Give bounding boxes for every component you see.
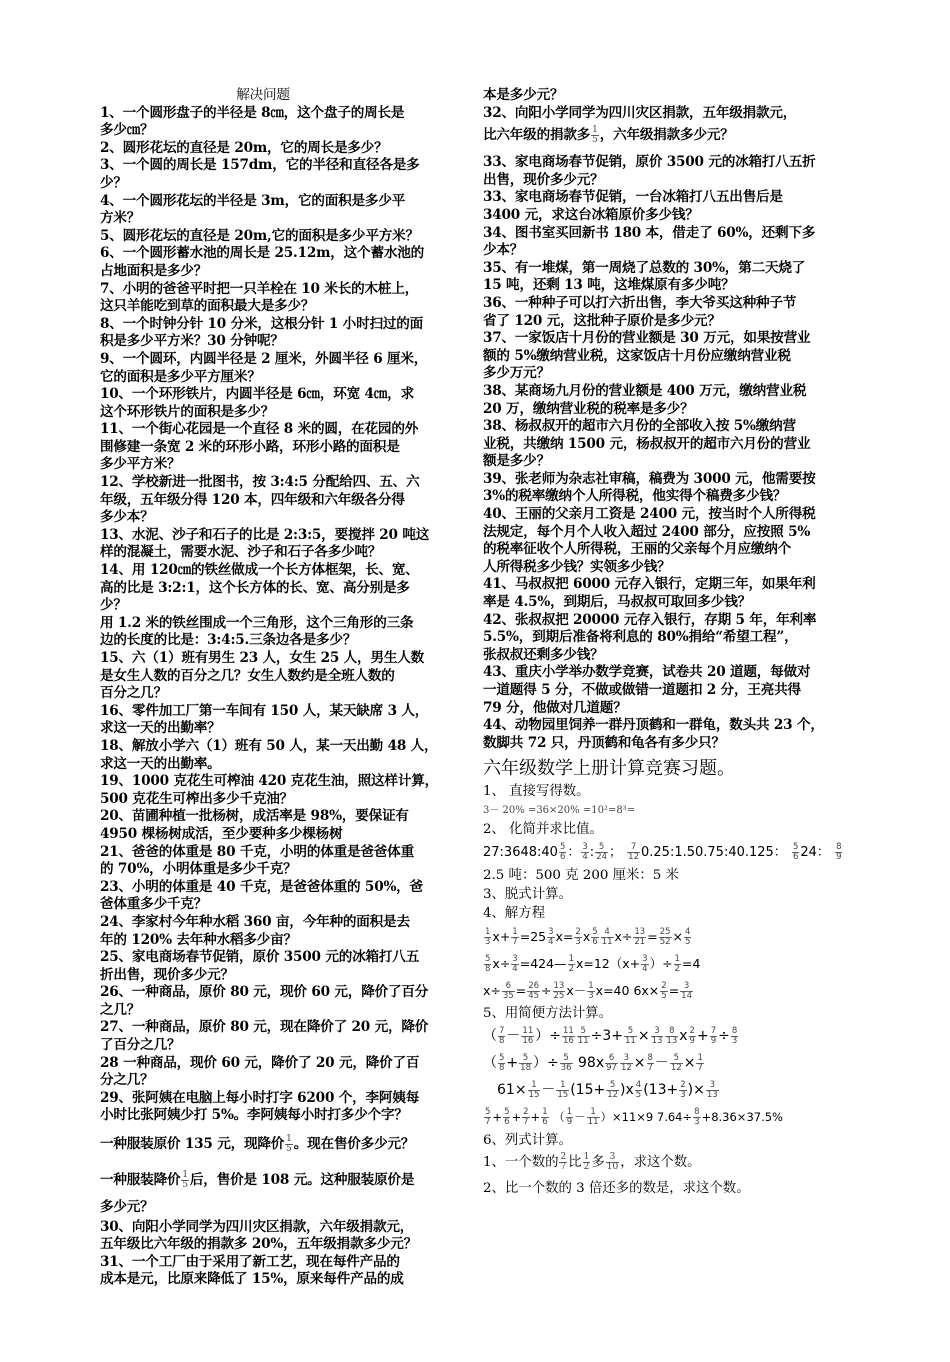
question-line: 37、一家饭店十月份的营业额是 30 万元，如果按营业 <box>483 330 811 347</box>
question-line: 20、苗圃种植一批杨树，成活率是 98%，要保证有 <box>100 808 409 825</box>
question-line: 业税，共缴纳 1500 元，杨叔叔开的超市六月份的营业 <box>483 435 811 452</box>
question-line: 500 克花生可榨出多少千克油？ <box>100 790 294 807</box>
question-line: 15 吨，还剩 13 吨，这堆煤原有多少吨？ <box>483 277 735 294</box>
question-line: 25、家电商场春节促销，原价 3500 元的冰箱打八五 <box>100 949 420 966</box>
question-line: 张叔叔还剩多少钱？ <box>483 646 604 663</box>
question-line: 24、李家村今年种水稻 360 亩，今年种的面积是去 <box>100 913 410 930</box>
left-column <box>100 87 466 1289</box>
question-line: 少？ <box>100 174 127 191</box>
question-line: 年级，五年级分得 120 本，四年级和六年级各分得 <box>100 491 405 508</box>
question-line: 用 1.2 米的铁丝围成一个三角形，这个三角形的三条 <box>100 614 414 631</box>
question-line: 求这一天的出勤率？ <box>100 720 221 737</box>
question-line: 比六年级的捐款多 $\frac{1}{5}$ ，六年级捐款多少元？ <box>483 125 734 146</box>
calc-section-title: 六年级数学上册计算竞赛习题。 <box>483 758 735 780</box>
question-line: 百分之几？ <box>100 685 167 702</box>
question-line: 34、图书室买回新书 180 本，借走了 60%，还剩下多 <box>483 224 816 241</box>
question-line: 29、张阿姨在电脑上每小时打字 6200 个，李阿姨每 <box>100 1089 420 1106</box>
question-line: 少？ <box>100 597 127 614</box>
question-line: 多少万元？ <box>483 365 550 382</box>
question-line: 43、重庆小学举办数学竞赛，试卷共 20 道题，每做对 <box>483 664 811 681</box>
question-line: 一道题得 5 分，不做或做错一道题扣 2 分，王亮共得 <box>483 682 801 698</box>
simplify-row-4: $\frac{5}{7}$ + $\frac{5}{6}$ + $\frac{2}{7}$ + $\frac{1}{6}$ （ $\frac{1}{9}$ － $\frac{1}{11}$ ）×11×9 7.64÷ $\frac{8}{3}$ +8.36×37.5% <box>485 1107 783 1128</box>
question-line: 42、张叔叔把 20000 元存入银行，存期 5 年，年利率 <box>483 611 817 628</box>
question-line: 占地面积是多少？ <box>100 262 208 279</box>
calc-step-2: 2、 化简并求比值。 <box>483 822 603 838</box>
question-line: 32、向阳小学同学为四川灾区捐款，五年级捐款元， <box>483 104 797 121</box>
question-line: 围修建一条宽 2 米的环形小路，环形小路的面积是 <box>100 438 400 455</box>
question-line: 41、马叔叔把 6000 元存入银行，定期三年，如果年利 <box>483 576 816 593</box>
question-line: 这只羊能吃到草的面积最大是多少？ <box>100 298 315 315</box>
question-line: 2、圆形花坛的直径是 20m，它的周长是多少？ <box>100 139 388 156</box>
question-line: 成本是元，比原来降低了 15%，原来每件产品的成 <box>100 1271 404 1288</box>
section-heading: 解决问题 <box>236 87 290 103</box>
discount-question-b: 一种服装降价 $\frac{1}{5}$ 后，售价是 108 元。这种服装原价是 <box>100 1170 415 1191</box>
question-line: 10、一个环形铁片，内圆半径是 6㎝，环宽 4㎝，求 <box>100 386 414 403</box>
discount-question-b-cont: 多少元？ <box>100 1199 154 1216</box>
question-line: 11、一个街心花园是一个直径 8 米的圆，在花园的外 <box>100 421 419 438</box>
question-line: 的 70%，小明体重是多少千克？ <box>100 861 297 878</box>
question-line: 方米？ <box>100 210 141 227</box>
word-problem-2: 2、比一个数的 3 倍还多的数是，求这个数。 <box>483 1181 750 1197</box>
question-line: 4、一个圆形花坛的半径是 3m，它的面积是多少平 <box>100 192 406 209</box>
question-line: 高的比是 3:2:1，这个长方体的长、宽、高分别是多 <box>100 579 410 596</box>
question-line: 3%的税率缴纳个人所得税，他实得个稿费多少钱？ <box>483 488 787 505</box>
question-line: 14、用 120㎝的铁丝做成一个长方体框架，长、宽、 <box>100 562 419 579</box>
calc-step-6: 6、列式计算。 <box>483 1133 572 1149</box>
question-line: 5.5%，到期后准备将利息的 80%捐给“希望工程”， <box>483 629 798 646</box>
ratio-row-2: 2.5 吨：500 克 200 厘米：5 米 <box>483 868 679 884</box>
question-line: 多少平方米？ <box>100 456 181 473</box>
question-line: 5、圆形花坛的直径是 20m,它的面积是多少平方米？ <box>100 227 419 244</box>
question-line: 20 万，缴纳营业税的税率是多少？ <box>483 400 694 417</box>
question-line: 23、小明的体重是 40 千克，是爸爸体重的 50%，爸 <box>100 878 423 895</box>
question-line: 分之几？ <box>100 1072 154 1089</box>
question-line: 6、一个圆形蓄水池的周长是 25.12m，这个蓄水池的 <box>100 245 425 262</box>
question-line: 38、某商场九月份的营业额是 400 万元，缴纳营业税 <box>483 382 807 399</box>
question-line: 3、一个圆的周长是 157dm，它的半径和直径各是多 <box>100 157 420 174</box>
question-line: 36、一种种子可以打六折出售，李大爷买这种种子节 <box>483 294 797 311</box>
question-line: 33、家电商场春节促销，原价 3500 元的冰箱打八五折 <box>483 154 816 171</box>
question-line: 是女生人数的百分之几？女生人数约是全班人数的 <box>100 667 395 684</box>
question-line: 21、爸爸的体重是 80 千克，小明的体重是爸爸体重 <box>100 843 414 860</box>
question-line: 小时比张阿姨少打 5%。李阿姨每小时打多少个字？ <box>100 1107 408 1124</box>
question-line: 9、一个圆环，内圆半径是 2 厘米，外圆半径 6 厘米， <box>100 350 428 367</box>
question-line: 额的 5%缴纳营业税，这家饭店十月份应缴纳营业税 <box>483 347 791 364</box>
question-line: 1、一个圆形盘子的半径是 8㎝，这个盘子的周长是 <box>100 104 405 121</box>
question-line: 样的混凝土，需要水泥、沙子和石子各多少吨？ <box>100 544 382 561</box>
question-line: 人所得税多少钱？实领多少钱？ <box>483 558 671 575</box>
question-line: 少本？ <box>483 242 524 259</box>
question-line: 边的长度的比是：3:4:5.三条边各是多少？ <box>100 632 357 649</box>
equation-row-3: x÷ $\frac{6}{35}$ = $\frac{26}{45}$ ÷ $\frac{13}{25}$ x－ $\frac{1}{3}$ x=40 6x× $\frac{2}{5}$ = $\frac{3}{14}$ <box>483 981 692 1002</box>
question-line: 38、杨叔叔开的超市六月份的全部收入按 5%缴纳营 <box>483 418 796 435</box>
question-line: 年的 120% 去年种水稻多少亩？ <box>100 931 297 948</box>
right-column <box>483 87 863 1202</box>
calc-step-3: 3、脱式计算。 <box>483 887 572 903</box>
question-line: 的税率征收个人所得税，王丽的父亲每个月应缴纳个 <box>483 541 792 558</box>
question-line: 之几？ <box>100 1001 141 1018</box>
question-line: 求这一天的出勤率。 <box>100 755 221 772</box>
question-line: 30、向阳小学同学为四川灾区捐款，六年级捐款元， <box>100 1218 414 1235</box>
question-line: 16、零件加工厂第一车间有 150 人，某天缺席 3 人， <box>100 702 429 719</box>
question-line: 它的面积是多少平方厘米？ <box>100 368 261 385</box>
question-line: 数脚共 72 只，丹顶鹤和龟各有多少只？ <box>483 734 725 751</box>
question-line: 28 一种商品，现价 60 元，降价了 20 元，降价了百 <box>100 1054 420 1071</box>
question-line: 多少本？ <box>100 509 154 526</box>
question-line: 五年级比六年级的捐款多 20%，五年级捐款多少元？ <box>100 1236 418 1253</box>
question-line: 26、一种商品，原价 80 元，现价 60 元，降价了百分 <box>100 984 429 1001</box>
question-line: 40、王丽的父亲月工资是 2400 元，按当时个人所得税 <box>483 506 816 523</box>
question-line: 额是多少？ <box>483 453 550 470</box>
question-line: 省了 120 元，这批种子原价是多少元？ <box>483 312 721 329</box>
simplify-row-2: （ $\frac{5}{8}$ + $\frac{5}{18}$ ）÷ $\frac{5}{36}$ 98x $\frac{6}{97}$ $\frac{3}{12}$ × $\frac{8}{7}$ － $\frac{5}{12}$ × $\frac{1}{7}$ <box>483 1052 703 1073</box>
question-line: 31、一个工厂由于采用了新工艺，现在每件产品的 <box>100 1253 400 1270</box>
word-problem-1: 1、一个数的 $\frac{2}{7}$ 比 $\frac{1}{2}$ 多 $\frac{3}{10}$ ，求这个数。 <box>483 1152 701 1173</box>
calc-step-4: 4、解方程 <box>483 906 546 922</box>
question-line: 35、有一堆煤，第一周烧了总数的 30%，第二天烧了 <box>483 259 806 276</box>
simplify-row-1: （ $\frac{7}{8}$ － $\frac{11}{16}$ ）÷ $\frac{11}{16}$ $\frac{5}{11}$ ÷3+ $\frac{5}{11}$ × $\frac{3}{13}$ $\frac{8}{13}$ x $\frac{2}{9}$ + $\frac{7}{9}$ ÷ $\frac{8}{3}$ <box>483 1025 738 1046</box>
question-line: 33、家电商场春节促销，一台冰箱打八五出售后是 <box>483 189 783 206</box>
question-line: 了百分之几？ <box>100 1037 181 1054</box>
ratio-row: 27:3648:40 $\frac{5}{6}$ ： $\frac{3}{4}$ : $\frac{5}{24}$ ； $\frac{7}{12}$ 0.25:1.50.75:40.125： $\frac{5}{6}$ 24： $\frac{8}{9}$ <box>483 842 842 863</box>
question-line: 积是多少平方米？30 分钟呢？ <box>100 333 284 350</box>
question-line: 27、一种商品，原价 80 元，现在降价了 20 元，降价 <box>100 1019 429 1036</box>
question-line: 18、解放小学六（1）班有 50 人，某一天出勤 48 人， <box>100 737 438 754</box>
calc-step-1: 1、 直接写得数。 <box>483 784 590 800</box>
simplify-row-3: 61× $\frac{1}{15}$ － $\frac{1}{15}$ (15+ $\frac{5}{12}$ )x $\frac{4}{5}$ (13+ $\frac{2}{3}$ )× $\frac{3}{13}$ <box>497 1079 718 1100</box>
question-line: 本是多少元？ <box>483 87 564 103</box>
calc-step-1-row: 3－ 20% =36×20% =10²=8³= <box>483 805 636 817</box>
question-line: 3400 元，求这台冰箱原价多少钱？ <box>483 206 699 223</box>
question-line: 多少㎝？ <box>100 122 154 139</box>
question-line: 19、1000 克花生可榨油 420 克花生油，照这样计算， <box>100 773 439 790</box>
discount-question-a: 一种服装原价 135 元，现降价 $\frac{1}{5}$ 。现在售价多少元？ <box>100 1134 415 1155</box>
calc-step-5: 5、用简便方法计算。 <box>483 1006 613 1022</box>
question-line: 39、张老师为杂志社审稿，稿费为 3000 元，他需要按 <box>483 470 816 487</box>
equation-row-1: $\frac{1}{3}$ x+ $\frac{1}{7}$ =25 $\frac{3}{4}$ x= $\frac{2}{3}$ x $\frac{5}{6}$ $\frac{4}{11}$ x÷ $\frac{13}{21}$ = $\frac{25}{52}$ × $\frac{4}{5}$ <box>485 927 691 948</box>
question-line: 率是 4.5%，到期后，马叔叔可取回多少钱？ <box>483 594 751 611</box>
question-line: 折出售，现价多少元？ <box>100 966 234 983</box>
equation-row-2: $\frac{5}{8}$ x÷ $\frac{3}{4}$ =424— $\frac{1}{2}$ x=12（x+ $\frac{3}{4}$ ）÷ $\frac{1}{2}$ =4 <box>485 954 701 975</box>
question-line: 15、六（1）班有男生 23 人，女生 25 人，男生人数 <box>100 650 425 666</box>
question-line: 12、学校新进一批图书，按 3:4:5 分配给四、五、六 <box>100 474 420 491</box>
question-line: 这个环形铁片的面积是多少？ <box>100 403 275 420</box>
question-line: 7、小明的爸爸平时把一只羊栓在 10 米长的木桩上， <box>100 280 419 297</box>
question-line: 法规定，每个月个人收入超过 2400 部分，应按照 5% <box>483 523 811 540</box>
question-line: 爸体重多少千克？ <box>100 896 208 913</box>
question-line: 44、动物园里饲养一群丹顶鹤和一群龟，数头共 23 个， <box>483 717 824 734</box>
question-line: 出售，现价多少元？ <box>483 171 604 188</box>
question-line: 8、一个时钟分针 10 分米，这根分针 1 小时扫过的面 <box>100 315 424 332</box>
question-line: 79 分，他做对几道题？ <box>483 699 627 716</box>
question-line: 4950 棵杨树成活，至少要种多少棵杨树 <box>100 825 343 842</box>
question-line: 13、水泥、沙子和石子的比是 2:3:5，要搅拌 20 吨这 <box>100 526 430 543</box>
